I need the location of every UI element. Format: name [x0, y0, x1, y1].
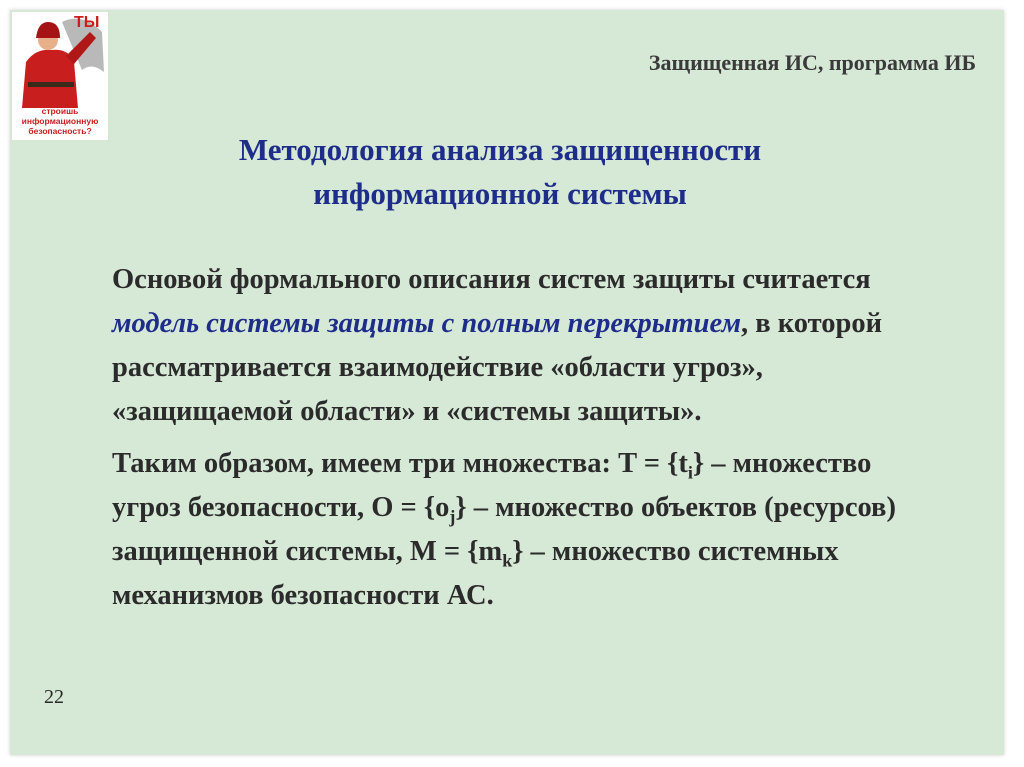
poster-logo [12, 12, 108, 140]
subscript-k: k [502, 550, 513, 571]
page-number: 22 [44, 686, 64, 708]
para2-part3: } – множество объектов (ресурсов) защищенной системы, M = {m [112, 492, 896, 567]
para1-lead: Основой формального описания систем защиты считается [112, 264, 871, 295]
header-title: Защищенная ИС, программа ИБ [648, 50, 976, 75]
para2-part2: } – множество угроз безопасности, O = {o [112, 448, 872, 523]
para1-emphasis: модель системы защиты с полным перекрытием [112, 308, 741, 339]
slide [10, 10, 1004, 755]
subscript-j: j [449, 506, 456, 527]
slide-title-line1: Методология анализа защищенности [238, 132, 762, 167]
para2-part4: } – множество системных механизмов безопасности АС. [112, 536, 839, 611]
slide-title-line2: информационной системы [313, 176, 687, 211]
paragraph-sets [112, 442, 942, 618]
poster-caption-line: безопасность? [28, 126, 92, 136]
para2-part1: Таким образом, имеем три множества: T = {t [112, 448, 688, 479]
paragraph-model-definition [112, 258, 942, 434]
para1-tail: , в которой рассматривается взаимодействие «области угроз», «защищаемой области» и «системы защиты». [112, 308, 883, 427]
slide-title [160, 128, 840, 216]
poster-caption [12, 106, 108, 136]
poster-caption-line: информационную [21, 116, 99, 126]
poster-caption-line: строишь [41, 106, 79, 116]
subscript-i: i [687, 462, 693, 483]
poster-top-text: ТЫ [74, 14, 100, 31]
